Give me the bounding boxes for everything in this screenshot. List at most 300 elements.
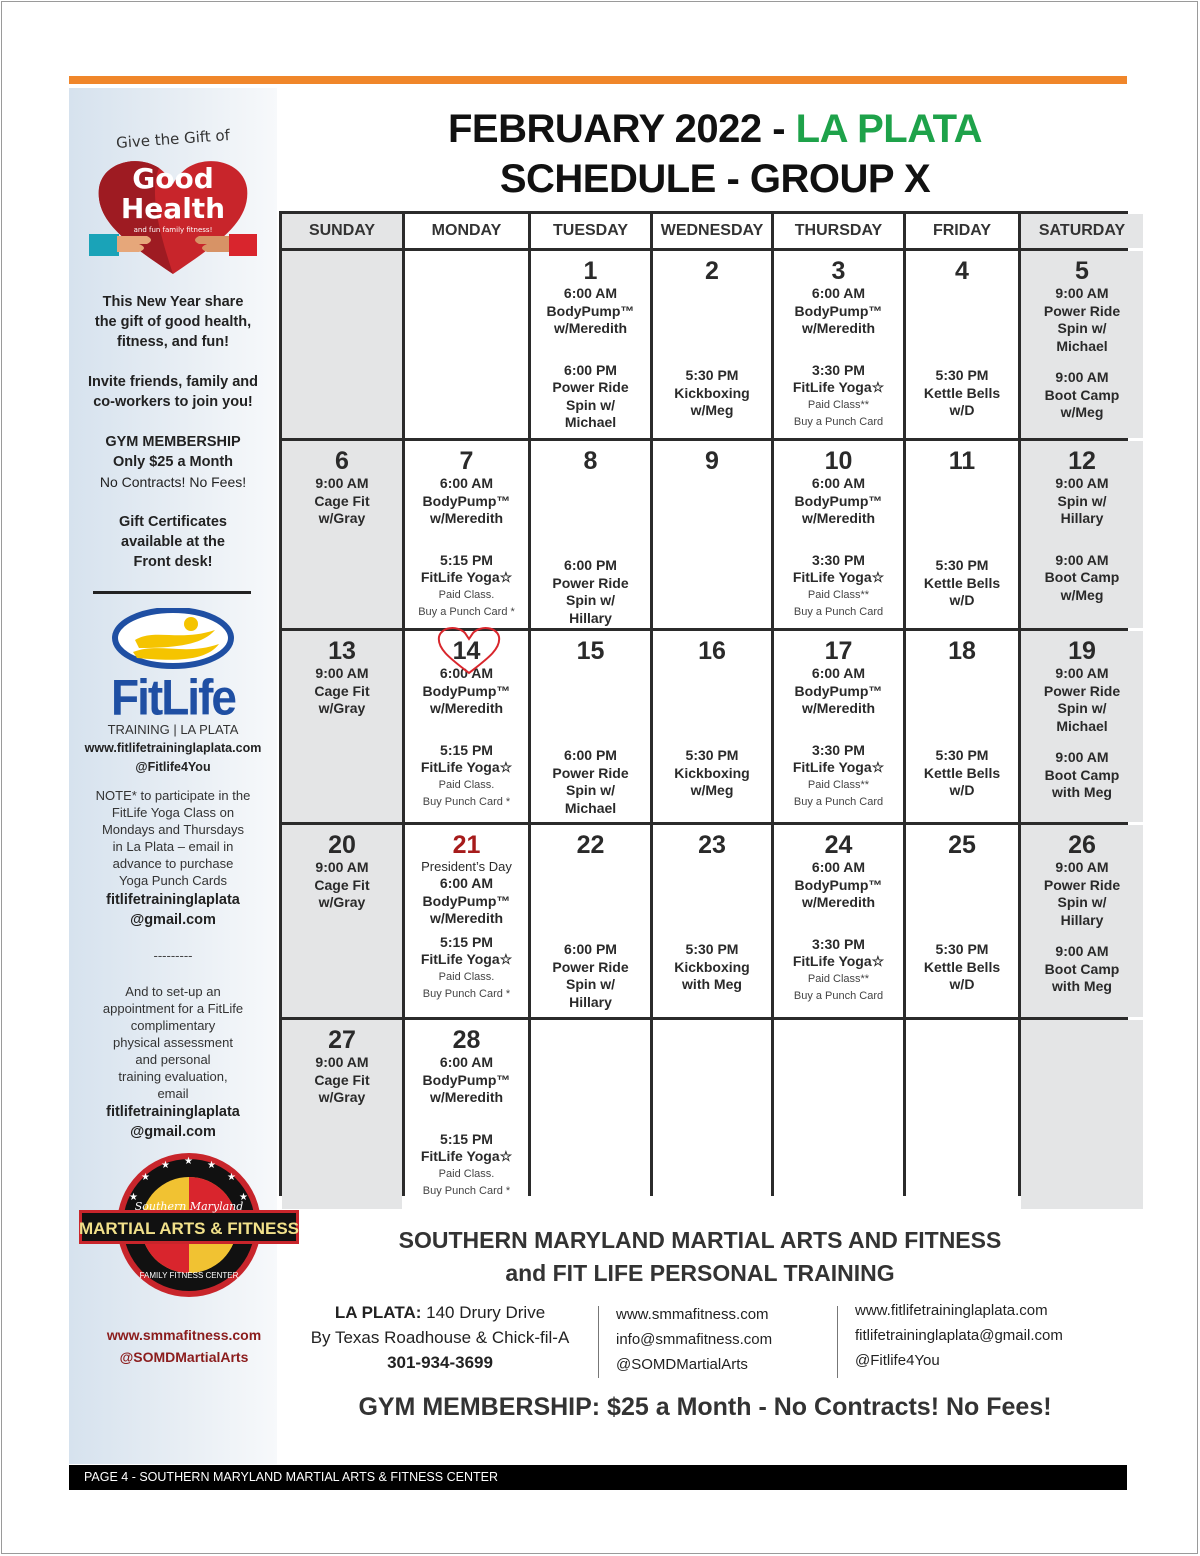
day-header-sunday: SUNDAY xyxy=(282,214,402,248)
class-entry-line: Kickboxing xyxy=(674,958,750,975)
class-entry-line: Power Ride xyxy=(552,574,629,591)
class-entry-line: 5:15 PM xyxy=(440,1130,493,1147)
class-entry-line: Power Ride xyxy=(1043,302,1121,319)
day-number: 13 xyxy=(328,637,356,665)
day-number: 3 xyxy=(831,257,846,285)
class-entry-line: 9:00 AM xyxy=(1055,859,1109,875)
class-entry-line: w/Meg xyxy=(690,402,734,418)
business-title-line2: and FIT LIFE PERSONAL TRAINING xyxy=(505,1260,895,1286)
valentine-heart-icon xyxy=(433,625,505,677)
class-entry-line: 9:00 AM xyxy=(315,1054,369,1070)
calendar-day-cell xyxy=(774,251,903,438)
class-entry-line: Power Ride xyxy=(552,764,629,781)
day-number: 7 xyxy=(459,447,474,475)
class-entry-line: Kettle Bells xyxy=(923,574,1001,591)
class-entry-line: 9:00 AM xyxy=(1055,475,1109,491)
day-header-tuesday: TUESDAY xyxy=(531,214,650,248)
class-entry-line: Michael xyxy=(1056,717,1108,734)
note-line: Mondays and Thursdays xyxy=(101,822,245,837)
share-line: This New Year share xyxy=(102,294,244,310)
fitlife-handle[interactable]: @Fitlife4You xyxy=(135,760,211,774)
class-entry-line: Michael xyxy=(564,799,617,816)
class-entry-line: with Meg xyxy=(1052,784,1112,800)
class-entry-line: 3:30 PM xyxy=(812,361,865,378)
class-entry-line: BodyPump™ xyxy=(546,302,635,319)
class-note-line: Buy Punch Card * xyxy=(422,987,511,1000)
gift-cert-line: Gift Certificates xyxy=(119,514,227,530)
calendar-day-cell xyxy=(906,631,1018,822)
day-number: 18 xyxy=(948,637,976,665)
class-entry-line: Cage Fit xyxy=(314,1071,370,1088)
note-line: in La Plata – email in xyxy=(112,839,234,854)
note-line: advance to purchase xyxy=(112,856,234,871)
calendar-day-cell xyxy=(774,631,903,822)
class-note-line: Buy a Punch Card xyxy=(793,989,884,1002)
class-entry-line: 5:15 PM xyxy=(440,933,493,950)
calendar-day-cell xyxy=(774,825,903,1017)
class-entry-line: w/Gray xyxy=(318,894,366,910)
gift-cert-line: Front desk! xyxy=(133,554,213,570)
class-entry-line: w/Meredith xyxy=(429,510,504,526)
phone-number[interactable]: 301-934-3699 xyxy=(387,1353,493,1372)
class-entry-line: 9:00 AM xyxy=(1055,369,1109,385)
class-entry-line: FitLife Yoga☆ xyxy=(792,759,885,775)
class-entry-line: FitLife Yoga☆ xyxy=(792,379,885,395)
class-entry-line: w/Meredith xyxy=(429,910,504,926)
day-number: 20 xyxy=(328,831,356,859)
holiday-label: President’s Day xyxy=(421,859,512,874)
yoga-note xyxy=(69,787,277,889)
svg-text:FAMILY FITNESS CENTER: FAMILY FITNESS CENTER xyxy=(139,1271,239,1280)
class-entry-line: 6:00 AM xyxy=(811,859,866,875)
sidebar-divider xyxy=(93,591,251,594)
spacer xyxy=(531,338,650,362)
spacer xyxy=(531,665,650,747)
calendar-day-cell xyxy=(1021,825,1143,1017)
share-line: fitness, and fun! xyxy=(117,334,229,350)
class-entry-line: w/Meredith xyxy=(801,700,876,716)
calendar-day-cell xyxy=(1021,441,1143,628)
calendar-day-cell xyxy=(906,825,1018,1017)
appt-line: complimentary xyxy=(130,1018,216,1033)
calendar-day-cell xyxy=(653,631,771,822)
day-number: 5 xyxy=(1075,257,1089,285)
day-number: 17 xyxy=(824,637,853,665)
class-entry-line: Kettle Bells xyxy=(923,384,1001,401)
smma-url[interactable]: www.smmafitness.com xyxy=(106,1327,262,1343)
class-entry-line: 6:00 AM xyxy=(439,665,494,681)
title-schedule: SCHEDULE - GROUP X xyxy=(499,157,931,201)
class-entry-line: 3:30 PM xyxy=(812,551,865,568)
calendar-day-cell xyxy=(653,825,771,1017)
smma-handle-link[interactable]: @SOMDMartialArts xyxy=(616,1356,748,1373)
calendar-day-cell xyxy=(405,825,528,1017)
class-entry-line: BodyPump™ xyxy=(422,1071,511,1088)
class-entry-line: 5:30 PM xyxy=(935,367,989,383)
appt-line: physical assessment xyxy=(113,1035,233,1050)
email-line: fitlifetraininglaplata xyxy=(106,892,240,908)
class-entry-line: w/Meredith xyxy=(429,1089,504,1105)
svg-text:★: ★ xyxy=(129,1192,138,1203)
class-note-line: Paid Class** xyxy=(807,398,870,411)
day-number: 27 xyxy=(328,1026,356,1054)
class-entry-line: Cage Fit xyxy=(314,492,370,509)
email-line: @gmail.com xyxy=(130,1124,216,1140)
svg-text:★: ★ xyxy=(184,1156,193,1167)
spacer xyxy=(405,718,528,742)
fitlife-email-link[interactable]: fitlifetraininglaplata@gmail.com xyxy=(855,1327,1063,1344)
day-header-wednesday: WEDNESDAY xyxy=(653,214,771,248)
class-entry-line: Hillary xyxy=(1060,510,1104,526)
class-note-line: Paid Class. xyxy=(438,778,495,791)
class-entry-line: Kettle Bells xyxy=(923,958,1001,975)
class-entry-line: Spin w/ xyxy=(1057,492,1107,509)
gift-caption: Give the Gift of xyxy=(115,126,231,152)
day-number: 4 xyxy=(955,257,969,285)
class-entry-line: w/Gray xyxy=(318,700,366,716)
class-entry-line: w/Meg xyxy=(690,782,734,798)
calendar-day-cell xyxy=(774,441,903,628)
class-entry-line: w/Gray xyxy=(318,510,366,526)
gift-certificates xyxy=(69,512,277,572)
day-number: 22 xyxy=(576,831,605,859)
class-entry-line: w/Meg xyxy=(1060,586,1104,603)
svg-text:Southern Maryland: Southern Maryland xyxy=(134,1200,244,1213)
page-title xyxy=(300,104,1130,204)
class-note-line: Paid Class** xyxy=(807,778,870,791)
page-footer: PAGE 4 - SOUTHERN MARYLAND MARTIAL ARTS & FITNESS CENTER xyxy=(69,1465,1127,1490)
class-entry-line: w/Gray xyxy=(318,1089,366,1105)
day-number: 8 xyxy=(583,447,598,475)
class-entry-line: 6:00 AM xyxy=(439,1054,494,1070)
day-header-friday: FRIDAY xyxy=(906,214,1018,248)
class-entry-line: 5:30 PM xyxy=(935,557,989,573)
calendar-day-cell xyxy=(405,441,528,628)
class-entry-line: FitLife Yoga☆ xyxy=(420,951,513,967)
class-entry-line: Boot Camp xyxy=(1044,766,1120,783)
class-entry-line: w/Meredith xyxy=(553,320,628,336)
svg-text:★: ★ xyxy=(207,1160,216,1171)
day-header-monday: MONDAY xyxy=(405,214,528,248)
gift-subtitle: and fun family fitness! xyxy=(133,226,213,234)
class-note-line: Buy a Punch Card * xyxy=(418,605,515,618)
class-entry-line: w/Meredith xyxy=(801,320,876,336)
class-entry-line: 5:30 PM xyxy=(935,747,989,763)
class-entry-line: 6:00 AM xyxy=(811,475,866,491)
class-entry-line: 6:00 AM xyxy=(811,665,866,681)
class-entry-line: 6:00 PM xyxy=(564,557,617,573)
class-entry-line: Cage Fit xyxy=(314,682,370,699)
spacer xyxy=(405,528,528,552)
calendar-day-cell xyxy=(405,251,528,438)
class-entry-line: w/D xyxy=(949,782,975,798)
gift-title-good: Good xyxy=(132,162,214,195)
svg-text:★: ★ xyxy=(161,1160,170,1171)
class-note-line: Paid Class. xyxy=(438,1167,495,1180)
membership-promo xyxy=(69,432,277,492)
membership-price: Only $25 a Month xyxy=(112,454,234,470)
class-entry-line: 9:00 AM xyxy=(1055,943,1109,959)
svg-text:★: ★ xyxy=(239,1192,248,1203)
fitlife-url[interactable]: www.fitlifetraininglaplata.com xyxy=(84,741,262,755)
invite-line: co-workers to join you! xyxy=(93,394,253,410)
day-number: 24 xyxy=(824,831,853,859)
class-entry-line: 5:30 PM xyxy=(685,367,739,383)
class-note-line: Buy Punch Card * xyxy=(422,795,511,808)
class-entry-line: Michael xyxy=(564,414,617,430)
sidebar xyxy=(69,88,299,1464)
spacer xyxy=(1021,355,1143,369)
class-entry-line: 9:00 AM xyxy=(1055,285,1109,301)
class-entry-line: Spin w/ xyxy=(566,976,615,992)
class-entry-line: 6:00 AM xyxy=(811,285,866,301)
spacer xyxy=(1021,735,1143,749)
calendar-day-cell xyxy=(531,631,650,822)
class-entry-line: Hillary xyxy=(1060,911,1104,928)
class-entry-line: with Meg xyxy=(682,976,742,992)
class-entry-line: w/Meredith xyxy=(801,510,876,526)
appt-line: appointment for a FitLife xyxy=(102,1001,244,1016)
class-entry-line: 5:30 PM xyxy=(685,941,739,957)
class-entry-line: 9:00 AM xyxy=(315,859,369,875)
appt-line: email xyxy=(157,1086,189,1101)
title-location: LA PLATA xyxy=(795,107,982,151)
fitlife-logo-text: FitLife xyxy=(111,668,235,726)
appointment-email[interactable] xyxy=(69,1102,277,1142)
day-number: 26 xyxy=(1068,831,1096,859)
class-entry-line: Spin w/ xyxy=(566,396,615,413)
day-number: 14 xyxy=(452,637,481,665)
smma-url-link[interactable]: www.smmafitness.com xyxy=(616,1306,769,1323)
class-entry-line: 6:00 PM xyxy=(564,747,617,763)
day-header-saturday: SATURDAY xyxy=(1021,214,1143,248)
membership-banner: GYM MEMBERSHIP: $25 a Month - No Contracts! No Fees! xyxy=(358,1393,1052,1421)
class-entry-line: Boot Camp xyxy=(1044,569,1120,585)
class-entry-line: w/Meredith xyxy=(801,894,876,910)
calendar-day-cell xyxy=(531,825,650,1017)
spacer xyxy=(1021,528,1143,552)
class-entry-line: Hillary xyxy=(569,993,612,1010)
spacer xyxy=(531,475,650,557)
day-number: 15 xyxy=(576,637,605,665)
day-number: 12 xyxy=(1068,447,1096,475)
class-entry-line: Spin w/ xyxy=(1057,320,1107,336)
fitlife-contact xyxy=(855,1298,1115,1373)
day-number: 9 xyxy=(705,447,719,475)
spacer xyxy=(906,285,1018,367)
class-entry-line: BodyPump™ xyxy=(794,876,883,893)
spacer xyxy=(653,859,771,941)
calendar-day-cell xyxy=(282,1020,402,1209)
smma-handle[interactable]: @SOMDMartialArts xyxy=(119,1349,249,1365)
calendar-day-cell xyxy=(282,631,402,822)
class-entry-line: 3:30 PM xyxy=(812,935,865,952)
class-entry-line: 6:00 AM xyxy=(563,285,618,301)
email-line: @gmail.com xyxy=(130,912,216,928)
invite-message xyxy=(69,372,277,412)
class-entry-line: Power Ride xyxy=(1043,682,1121,699)
calendar-day-cell xyxy=(774,1020,903,1209)
class-entry-line: BodyPump™ xyxy=(794,492,883,509)
info-divider xyxy=(598,1306,599,1378)
day-number: 10 xyxy=(824,447,853,475)
class-entry-line: BodyPump™ xyxy=(422,492,511,509)
gift-of-health-graphic xyxy=(69,106,277,246)
email-line: fitlifetraininglaplata xyxy=(106,1104,240,1120)
fitlife-handle-link[interactable]: @Fitlife4You xyxy=(855,1352,940,1369)
day-number: 19 xyxy=(1068,637,1096,665)
class-entry-line: 5:30 PM xyxy=(935,941,989,957)
calendar-grid xyxy=(279,211,1128,1196)
day-number: 28 xyxy=(452,1026,481,1054)
class-entry-line: Kickboxing xyxy=(674,764,750,781)
class-entry-line: 5:15 PM xyxy=(440,551,493,568)
address-street: 140 Drury Drive xyxy=(421,1303,546,1322)
class-entry-line: 6:00 PM xyxy=(564,361,617,378)
calendar-day-cell xyxy=(906,1020,1018,1209)
appt-line: and personal xyxy=(135,1052,211,1067)
day-number: 16 xyxy=(698,637,726,665)
class-entry-line: w/Meg xyxy=(1060,404,1104,420)
smma-email-link[interactable]: info@smmafitness.com xyxy=(616,1331,773,1348)
class-entry-line: Power Ride xyxy=(552,379,629,395)
class-entry-line: FitLife Yoga☆ xyxy=(792,953,885,969)
fitlife-logo-subtitle: TRAINING | LA PLATA xyxy=(107,722,239,737)
address-block xyxy=(288,1300,592,1375)
note-line: NOTE* to participate in the xyxy=(95,788,251,803)
class-entry-line: w/D xyxy=(949,402,975,418)
class-entry-line: w/D xyxy=(949,976,975,992)
smma-contact xyxy=(616,1302,826,1377)
fitlife-url-link[interactable]: www.fitlifetraininglaplata.com xyxy=(855,1302,1048,1319)
spacer xyxy=(774,718,903,742)
class-entry-line: Hillary xyxy=(569,609,612,626)
dashed-divider: --------- xyxy=(153,948,193,963)
spacer xyxy=(774,338,903,362)
calendar-day-cell xyxy=(653,441,771,628)
orange-header-rule xyxy=(69,76,1127,84)
class-entry-line: 9:00 AM xyxy=(315,475,369,491)
address-label: LA PLATA: xyxy=(334,1303,422,1322)
spacer xyxy=(653,665,771,747)
class-note-line: Buy a Punch Card xyxy=(793,795,884,808)
calendar-day-cell xyxy=(531,251,650,438)
class-entry-line: BodyPump™ xyxy=(794,302,883,319)
appt-line: And to set-up an xyxy=(125,984,221,999)
appointment-note xyxy=(69,983,277,1102)
business-title xyxy=(300,1224,1100,1290)
class-entry-line: BodyPump™ xyxy=(794,682,883,699)
class-entry-line: 3:30 PM xyxy=(812,741,865,758)
spacer xyxy=(405,1107,528,1131)
class-entry-line: 5:30 PM xyxy=(685,747,739,763)
spacer xyxy=(1021,929,1143,943)
business-title-line1: SOUTHERN MARYLAND MARTIAL ARTS AND FITNESS xyxy=(398,1227,1002,1253)
calendar-day-cell xyxy=(405,631,528,822)
yoga-note-email[interactable] xyxy=(69,890,277,930)
class-entry-line: 6:00 AM xyxy=(439,875,494,891)
class-note-line: Buy a Punch Card xyxy=(793,605,884,618)
address-landmark: By Texas Roadhouse & Chick-fil-A xyxy=(310,1328,570,1347)
spacer xyxy=(531,859,650,941)
membership-note: No Contracts! No Fees! xyxy=(99,474,247,490)
class-entry-line: 9:00 AM xyxy=(1055,749,1109,765)
title-month: FEBRUARY 2022 - xyxy=(447,107,796,151)
class-entry-line: Boot Camp xyxy=(1044,386,1120,403)
share-line: the gift of good health, xyxy=(94,314,252,330)
class-entry-line: Cage Fit xyxy=(314,876,370,893)
calendar-day-cell xyxy=(1021,251,1143,438)
class-entry-line: FitLife Yoga☆ xyxy=(420,569,513,585)
class-entry-line: 9:00 AM xyxy=(1055,551,1109,568)
smma-links xyxy=(69,1324,299,1368)
day-number: 21 xyxy=(452,831,481,859)
class-entry-line: Spin w/ xyxy=(1057,700,1107,716)
spacer xyxy=(906,859,1018,941)
class-entry-line: BodyPump™ xyxy=(422,892,511,909)
class-entry-line: Spin w/ xyxy=(566,782,615,798)
smma-logo-icon xyxy=(79,1150,299,1300)
calendar-day-cell xyxy=(282,825,402,1017)
class-entry-line: Boot Camp xyxy=(1044,960,1120,977)
calendar-day-cell xyxy=(531,441,650,628)
day-number: 2 xyxy=(705,257,719,285)
class-entry-line: Kettle Bells xyxy=(923,764,1001,781)
day-number: 25 xyxy=(948,831,976,859)
class-note-line: Paid Class. xyxy=(438,588,495,601)
calendar-day-cell xyxy=(653,251,771,438)
note-line: FitLife Yoga Class on xyxy=(111,805,235,820)
gift-title-health: Health xyxy=(120,192,226,225)
calendar-day-cell xyxy=(906,441,1018,628)
class-entry-line: Spin w/ xyxy=(566,592,615,608)
smma-logo-main-text: MARTIAL ARTS & FITNESS xyxy=(79,1219,299,1238)
class-entry-line: Power Ride xyxy=(1043,876,1121,893)
svg-text:★: ★ xyxy=(141,1172,150,1183)
class-entry-line: FitLife Yoga☆ xyxy=(792,569,885,585)
note-line: Yoga Punch Cards xyxy=(119,873,227,888)
class-note-line: Buy a Punch Card xyxy=(793,415,884,428)
class-note-line: Paid Class** xyxy=(807,972,870,985)
gift-cert-line: available at the xyxy=(121,534,225,550)
class-entry-line: w/D xyxy=(949,592,975,608)
spacer xyxy=(653,285,771,367)
class-entry-line: Power Ride xyxy=(552,958,629,975)
info-divider xyxy=(837,1306,838,1378)
calendar-day-cell xyxy=(282,251,402,438)
class-entry-line: 9:00 AM xyxy=(1055,665,1109,681)
spacer xyxy=(774,912,903,936)
class-entry-line: w/Meredith xyxy=(429,700,504,716)
class-entry-line: 9:00 AM xyxy=(315,665,369,681)
svg-text:★: ★ xyxy=(227,1172,236,1183)
day-number: 11 xyxy=(948,447,976,475)
membership-title: GYM MEMBERSHIP xyxy=(105,434,241,450)
class-note-line: Paid Class** xyxy=(807,588,870,601)
spacer xyxy=(906,665,1018,747)
calendar-day-cell xyxy=(282,441,402,628)
class-entry-line: 5:15 PM xyxy=(440,741,493,758)
class-entry-line: 6:00 AM xyxy=(439,475,494,491)
class-note-line: Buy Punch Card * xyxy=(422,1184,511,1197)
spacer xyxy=(906,475,1018,557)
class-entry-line: BodyPump™ xyxy=(422,682,511,699)
calendar-day-cell xyxy=(1021,1020,1143,1209)
spacer xyxy=(774,528,903,552)
invite-line: Invite friends, family and xyxy=(87,374,258,390)
calendar-day-cell xyxy=(1021,631,1143,822)
class-entry-line: FitLife Yoga☆ xyxy=(420,759,513,775)
